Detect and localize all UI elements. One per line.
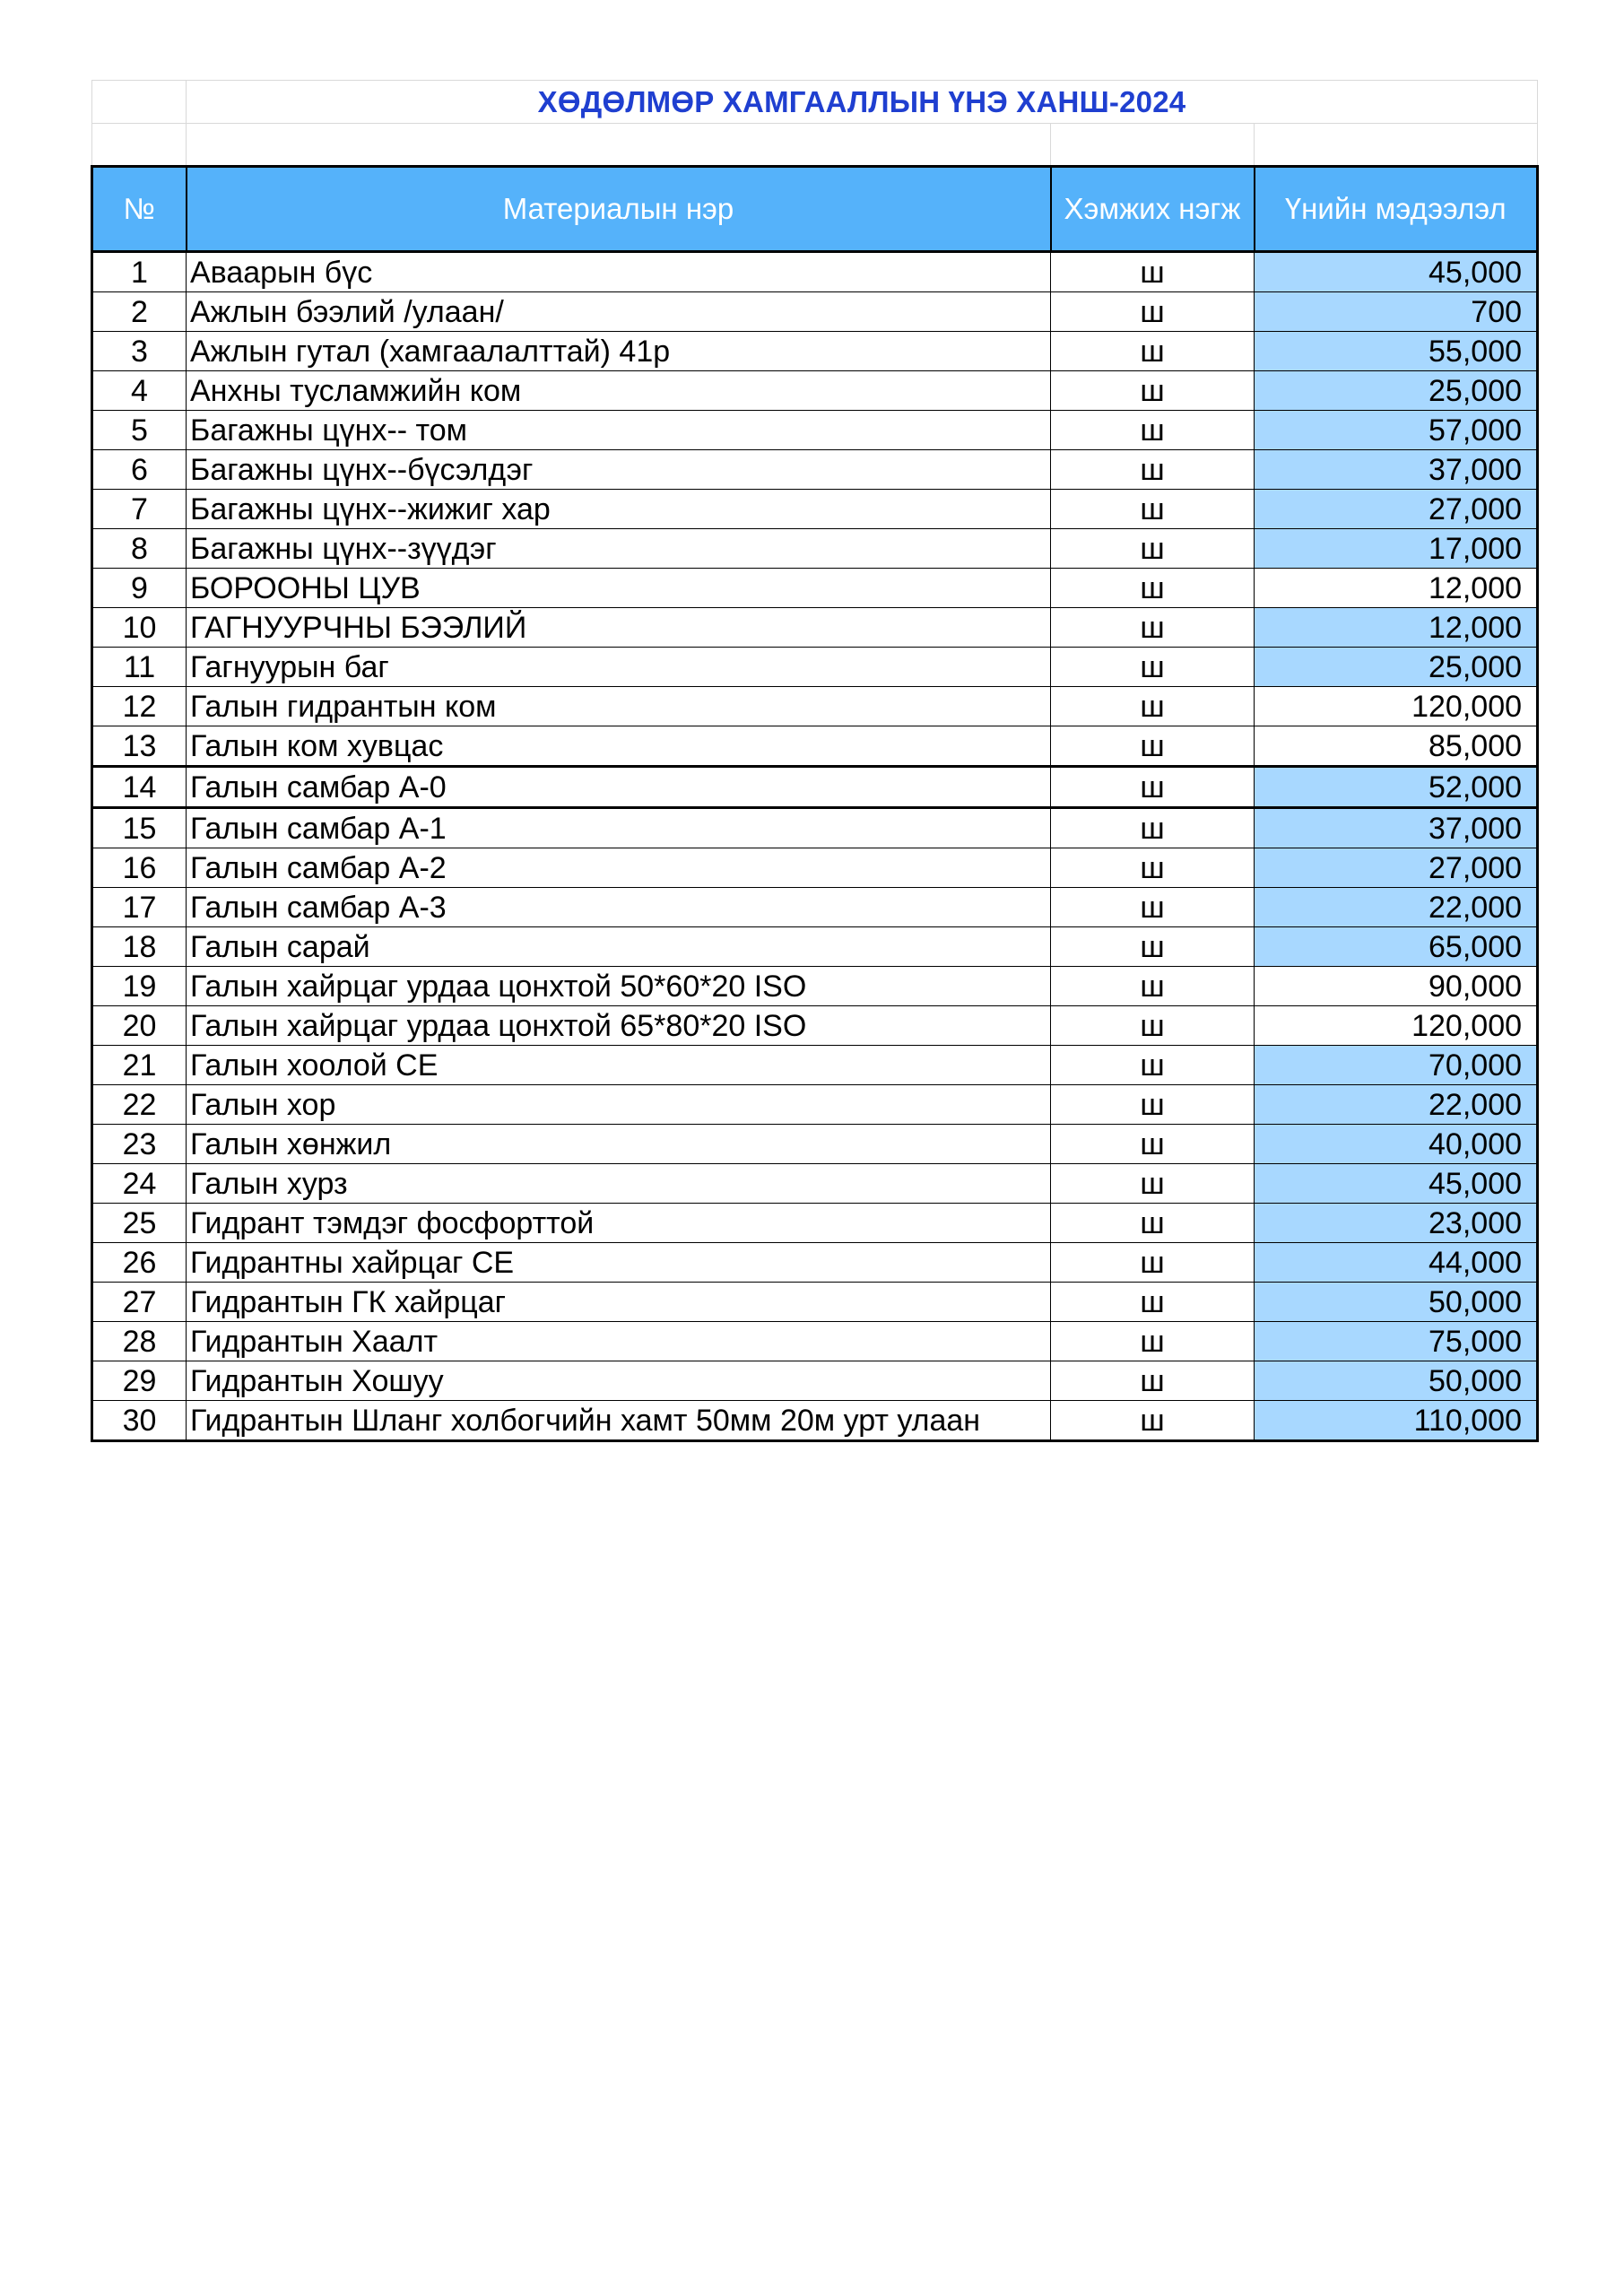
title-spacer-cell xyxy=(92,81,187,124)
item-name-cell: Галын хөнжил xyxy=(187,1125,1051,1164)
item-unit-cell: ш xyxy=(1051,292,1255,332)
item-unit-cell: ш xyxy=(1051,967,1255,1006)
item-name-cell: Галын хайрцаг урдаа цонхтой 65*80*20 ISO xyxy=(187,1006,1051,1046)
blank-cell xyxy=(1051,124,1255,167)
table-row xyxy=(92,1401,1538,1441)
table-row xyxy=(92,1361,1538,1401)
table-row xyxy=(92,848,1538,888)
item-price-cell: 70,000 xyxy=(1255,1046,1538,1085)
item-price-cell: 57,000 xyxy=(1255,411,1538,450)
table-row xyxy=(92,1125,1538,1164)
item-number-cell: 21 xyxy=(92,1046,187,1085)
item-name-cell: Галын ком хувцас xyxy=(187,726,1051,767)
item-unit-cell: ш xyxy=(1051,1046,1255,1085)
item-number-cell: 14 xyxy=(92,767,187,808)
item-name-cell: Гидрантын Хошуу xyxy=(187,1361,1051,1401)
item-name-cell: Гидрантын Хаалт xyxy=(187,1322,1051,1361)
item-name-cell: Ажлын бээлий /улаан/ xyxy=(187,292,1051,332)
item-number-cell: 8 xyxy=(92,529,187,569)
table-row xyxy=(92,292,1538,332)
item-unit-cell: ш xyxy=(1051,529,1255,569)
item-unit-cell: ш xyxy=(1051,648,1255,687)
item-name-cell: Гидрантны хайрцаг CE xyxy=(187,1243,1051,1283)
item-number-cell: 6 xyxy=(92,450,187,490)
item-number-cell: 29 xyxy=(92,1361,187,1401)
blank-cell xyxy=(1255,124,1538,167)
item-unit-cell: ш xyxy=(1051,1006,1255,1046)
item-number-cell: 24 xyxy=(92,1164,187,1204)
item-price-cell: 90,000 xyxy=(1255,967,1538,1006)
item-price-cell: 27,000 xyxy=(1255,490,1538,529)
item-unit-cell: ш xyxy=(1051,1164,1255,1204)
item-unit-cell: ш xyxy=(1051,490,1255,529)
item-unit-cell: ш xyxy=(1051,411,1255,450)
item-number-cell: 25 xyxy=(92,1204,187,1243)
item-number-cell: 2 xyxy=(92,292,187,332)
item-price-cell: 37,000 xyxy=(1255,450,1538,490)
item-number-cell: 15 xyxy=(92,808,187,848)
item-number-cell: 26 xyxy=(92,1243,187,1283)
item-price-cell: 23,000 xyxy=(1255,1204,1538,1243)
item-name-cell: Багажны цүнх--зүүдэг xyxy=(187,529,1051,569)
item-price-cell: 17,000 xyxy=(1255,529,1538,569)
item-name-cell: Аваарын бүс xyxy=(187,252,1051,292)
table-row xyxy=(92,608,1538,648)
item-name-cell: Галын гидрантын ком xyxy=(187,687,1051,726)
item-unit-cell: ш xyxy=(1051,927,1255,967)
item-unit-cell: ш xyxy=(1051,450,1255,490)
item-name-cell: Галын самбар А-1 xyxy=(187,808,1051,848)
column-header-number: № xyxy=(92,167,187,252)
item-number-cell: 18 xyxy=(92,927,187,967)
item-name-cell: Галын хор xyxy=(187,1085,1051,1125)
item-name-cell: Ажлын гутал (хамгаалалттай) 41р xyxy=(187,332,1051,371)
item-number-cell: 5 xyxy=(92,411,187,450)
item-unit-cell: ш xyxy=(1051,371,1255,411)
item-number-cell: 17 xyxy=(92,888,187,927)
item-price-cell: 50,000 xyxy=(1255,1283,1538,1322)
item-name-cell: Галын сарай xyxy=(187,927,1051,967)
item-number-cell: 4 xyxy=(92,371,187,411)
table-row xyxy=(92,569,1538,608)
item-price-cell: 25,000 xyxy=(1255,371,1538,411)
item-price-cell: 12,000 xyxy=(1255,569,1538,608)
item-name-cell: Галын хоолой CE xyxy=(187,1046,1051,1085)
table-row xyxy=(92,529,1538,569)
item-name-cell: Галын самбар А-0 xyxy=(187,767,1051,808)
item-number-cell: 27 xyxy=(92,1283,187,1322)
table-row xyxy=(92,967,1538,1006)
document-title: ХӨДӨЛМӨР ХАМГААЛЛЫН ҮНЭ ХАНШ-2024 xyxy=(187,81,1538,124)
item-number-cell: 9 xyxy=(92,569,187,608)
table-row xyxy=(92,648,1538,687)
item-price-cell: 120,000 xyxy=(1255,1006,1538,1046)
price-list-sheet xyxy=(91,80,1536,1442)
table-row xyxy=(92,927,1538,967)
table-row xyxy=(92,1085,1538,1125)
item-number-cell: 3 xyxy=(92,332,187,371)
table-row xyxy=(92,687,1538,726)
table-row xyxy=(92,767,1538,808)
item-number-cell: 7 xyxy=(92,490,187,529)
column-header-unit: Хэмжих нэгж xyxy=(1051,167,1255,252)
item-unit-cell: ш xyxy=(1051,1322,1255,1361)
table-row xyxy=(92,252,1538,292)
table-row xyxy=(92,450,1538,490)
item-price-cell: 37,000 xyxy=(1255,808,1538,848)
item-unit-cell: ш xyxy=(1051,1401,1255,1441)
item-name-cell: Галын самбар А-2 xyxy=(187,848,1051,888)
item-name-cell: Галын хурз xyxy=(187,1164,1051,1204)
item-number-cell: 10 xyxy=(92,608,187,648)
item-price-cell: 700 xyxy=(1255,292,1538,332)
item-unit-cell: ш xyxy=(1051,726,1255,767)
items-table-body xyxy=(92,252,1538,1441)
item-number-cell: 22 xyxy=(92,1085,187,1125)
item-unit-cell: ш xyxy=(1051,332,1255,371)
table-row xyxy=(92,1243,1538,1283)
item-price-cell: 25,000 xyxy=(1255,648,1538,687)
table-row xyxy=(92,1046,1538,1085)
item-name-cell: БОРООНЫ ЦУВ xyxy=(187,569,1051,608)
item-name-cell: Багажны цүнх--жижиг хар xyxy=(187,490,1051,529)
blank-row xyxy=(92,124,1538,167)
item-price-cell: 22,000 xyxy=(1255,888,1538,927)
item-unit-cell: ш xyxy=(1051,252,1255,292)
table-row xyxy=(92,808,1538,848)
item-number-cell: 13 xyxy=(92,726,187,767)
item-unit-cell: ш xyxy=(1051,767,1255,808)
item-number-cell: 19 xyxy=(92,967,187,1006)
item-unit-cell: ш xyxy=(1051,1243,1255,1283)
item-unit-cell: ш xyxy=(1051,848,1255,888)
table-row xyxy=(92,332,1538,371)
item-name-cell: Гидрантын Шланг холбогчийн хамт 50мм 20м урт улаан xyxy=(187,1401,1051,1441)
table-row xyxy=(92,1164,1538,1204)
blank-cell xyxy=(187,124,1051,167)
item-price-cell: 12,000 xyxy=(1255,608,1538,648)
item-unit-cell: ш xyxy=(1051,1283,1255,1322)
item-price-cell: 40,000 xyxy=(1255,1125,1538,1164)
table-row xyxy=(92,411,1538,450)
item-number-cell: 16 xyxy=(92,848,187,888)
item-unit-cell: ш xyxy=(1051,808,1255,848)
table-row xyxy=(92,1204,1538,1243)
table-row xyxy=(92,726,1538,767)
title-row xyxy=(92,81,1538,124)
item-price-cell: 110,000 xyxy=(1255,1401,1538,1441)
item-number-cell: 28 xyxy=(92,1322,187,1361)
item-name-cell: Анхны тусламжийн ком xyxy=(187,371,1051,411)
item-price-cell: 45,000 xyxy=(1255,252,1538,292)
item-unit-cell: ш xyxy=(1051,608,1255,648)
item-price-cell: 50,000 xyxy=(1255,1361,1538,1401)
item-number-cell: 12 xyxy=(92,687,187,726)
item-price-cell: 65,000 xyxy=(1255,927,1538,967)
item-price-cell: 52,000 xyxy=(1255,767,1538,808)
column-header-row xyxy=(92,167,1538,252)
item-unit-cell: ш xyxy=(1051,1085,1255,1125)
item-price-cell: 22,000 xyxy=(1255,1085,1538,1125)
item-price-cell: 75,000 xyxy=(1255,1322,1538,1361)
item-name-cell: Гидрант тэмдэг фосфорттой xyxy=(187,1204,1051,1243)
item-unit-cell: ш xyxy=(1051,569,1255,608)
item-price-cell: 44,000 xyxy=(1255,1243,1538,1283)
item-name-cell: Гагнуурын баг xyxy=(187,648,1051,687)
item-name-cell: Багажны цүнх--бүсэлдэг xyxy=(187,450,1051,490)
item-unit-cell: ш xyxy=(1051,1125,1255,1164)
column-header-price: Үнийн мэдээлэл xyxy=(1255,167,1538,252)
item-number-cell: 30 xyxy=(92,1401,187,1441)
item-price-cell: 55,000 xyxy=(1255,332,1538,371)
item-number-cell: 23 xyxy=(92,1125,187,1164)
item-price-cell: 85,000 xyxy=(1255,726,1538,767)
table-row xyxy=(92,1322,1538,1361)
item-name-cell: Галын хайрцаг урдаа цонхтой 50*60*20 ISO xyxy=(187,967,1051,1006)
item-price-cell: 120,000 xyxy=(1255,687,1538,726)
item-name-cell: Багажны цүнх-- том xyxy=(187,411,1051,450)
item-name-cell: Гидрантын ГК хайрцаг xyxy=(187,1283,1051,1322)
item-price-cell: 27,000 xyxy=(1255,848,1538,888)
item-number-cell: 11 xyxy=(92,648,187,687)
item-price-cell: 45,000 xyxy=(1255,1164,1538,1204)
table-row xyxy=(92,1006,1538,1046)
item-number-cell: 20 xyxy=(92,1006,187,1046)
table-row xyxy=(92,490,1538,529)
item-unit-cell: ш xyxy=(1051,687,1255,726)
item-name-cell: Галын самбар А-3 xyxy=(187,888,1051,927)
item-unit-cell: ш xyxy=(1051,888,1255,927)
item-name-cell: ГАГНУУРЧНЫ БЭЭЛИЙ xyxy=(187,608,1051,648)
blank-cell xyxy=(92,124,187,167)
item-unit-cell: ш xyxy=(1051,1361,1255,1401)
price-table xyxy=(91,80,1539,1442)
item-unit-cell: ш xyxy=(1051,1204,1255,1243)
table-row xyxy=(92,371,1538,411)
table-row xyxy=(92,1283,1538,1322)
item-number-cell: 1 xyxy=(92,252,187,292)
table-row xyxy=(92,888,1538,927)
column-header-name: Материалын нэр xyxy=(187,167,1051,252)
